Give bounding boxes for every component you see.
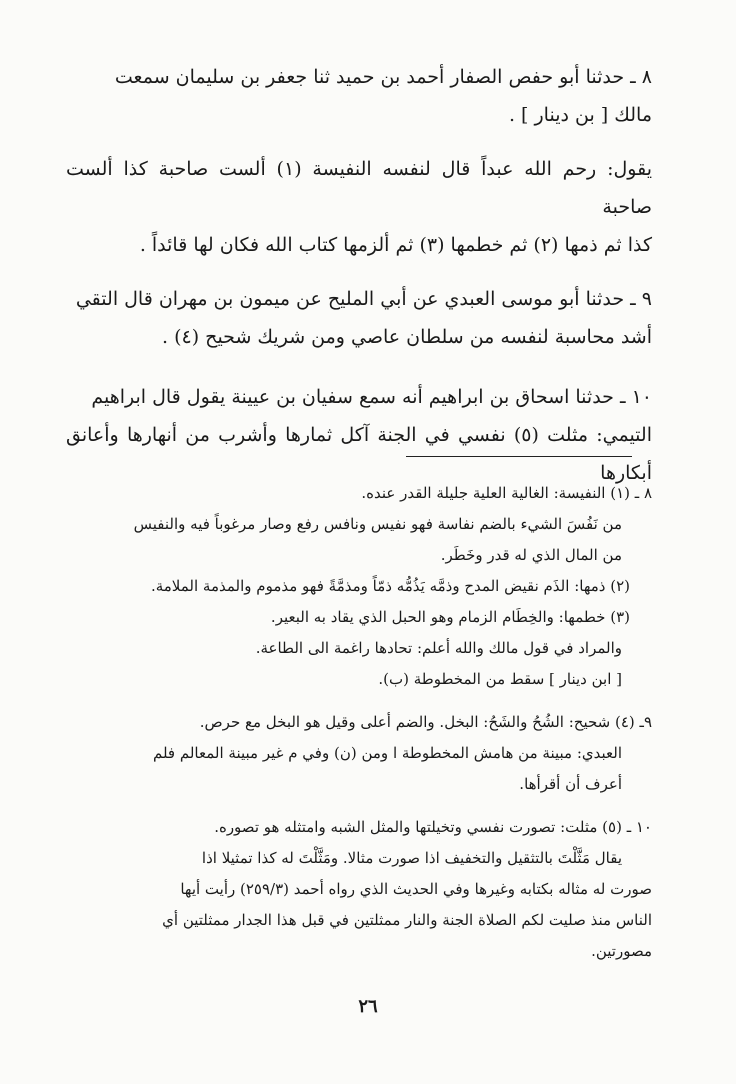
footnote-8 xyxy=(66,478,652,695)
footnote-line: يقال مَثَّلْتَ بالتثقيل والتخفيف اذا صورت مثالا. ومَثَّلْتَ له كذا تمثيلا اذا xyxy=(201,849,622,867)
footnote-line: العبدي: مبينة من هامش المخطوطة ا ومن (ن) وفي م غير مبينة المعالم فلم xyxy=(152,744,622,762)
footnote-line: مصورتين. xyxy=(591,942,652,960)
footnote-line: ١٠ ـ (٥) مثلت: تصورت نفسي وتخيلتها والمثل الشبه وامتثله هو تصوره. xyxy=(214,818,652,836)
paragraph-10 xyxy=(66,378,652,492)
footnote-line: (٣) خطمها: والخِطَام الزمام وهو الحبل الذي يقاد به البعير. xyxy=(270,608,630,626)
footnote-line: [ ابن دينار ] سقط من المخطوطة (ب). xyxy=(378,670,622,688)
text-line: ١٠ ـ حدثنا اسحاق بن ابراهيم أنه سمع سفيان بن عيينة يقول قال ابراهيم xyxy=(91,386,652,408)
text-line: أشد محاسبة لنفسه من سلطان عاصي ومن شريك شحيح (٤) . xyxy=(162,326,652,348)
footnotes xyxy=(66,478,652,979)
text-line: ٨ ـ حدثنا أبو حفص الصفار أحمد بن حميد ثنا جعفر بن سليمان سمعت xyxy=(114,66,652,88)
footnote-line: ٩ـ (٤) شحيح: الشُحُ والشَحُ: البخل. والضم أعلى وقيل هو البخل مع حرص. xyxy=(199,713,652,731)
paragraph-9 xyxy=(66,280,652,356)
footnote-line: (٢) ذمها: الذَم نقيض المدح وذمَّه يَذُمُّه ذمّاً ومذمَّةً فهو مذموم والمذمة الملامة. xyxy=(150,577,630,595)
text-line: يقول: رحم الله عبداً قال لنفسه النفيسة (١) ألست صاحبة كذا ألست صاحبة xyxy=(66,158,652,218)
footnote-divider xyxy=(406,456,632,457)
footnote-10 xyxy=(66,812,652,967)
main-text xyxy=(66,58,652,508)
footnote-line: أعرف أن أقرأها. xyxy=(519,775,622,793)
text-line: مالك [ بن دينار ] . xyxy=(508,104,652,126)
footnote-line: من نَفُسَ الشيء بالضم نفاسة فهو نفيس ونافس رفع وصار مرغوباً فيه والنفيس xyxy=(133,515,622,533)
text-line: كذا ثم ذمها (٢) ثم خطمها (٣) ثم ألزمها كتاب الله فكان لها قائداً . xyxy=(139,234,652,256)
page-number: ٢٦ xyxy=(358,996,378,1017)
footnote-line: والمراد في قول مالك والله أعلم: تحادها راغمة الى الطاعة. xyxy=(255,639,622,657)
paragraph-8 xyxy=(66,58,652,134)
footnote-9 xyxy=(66,707,652,800)
footnote-line: الناس منذ صليت لكم الصلاة الجنة والنار ممثلتين في قبل هذا الجدار ممثلتين أي xyxy=(162,911,652,929)
footnote-line: ٨ ـ (١) النفيسة: الغالية العلية جليلة القدر عنده. xyxy=(361,484,652,502)
footnote-line: من المال الذي له قدر وخَطَر. xyxy=(440,546,622,564)
text-line: التيمي: مثلت (٥) نفسي في الجنة آكل ثمارها وأشرب من أنهارها وأعانق أبكارها xyxy=(66,424,652,484)
text-line: ٩ ـ حدثنا أبو موسى العبدي عن أبي المليح عن ميمون بن مهران قال التقي xyxy=(75,288,652,310)
paragraph-8-continued xyxy=(66,150,652,264)
footnote-line: صورت له مثاله بكتابه وغيرها وفي الحديث الذي رواه أحمد (٢٥٩/٣) رأيت أيها xyxy=(180,880,652,898)
